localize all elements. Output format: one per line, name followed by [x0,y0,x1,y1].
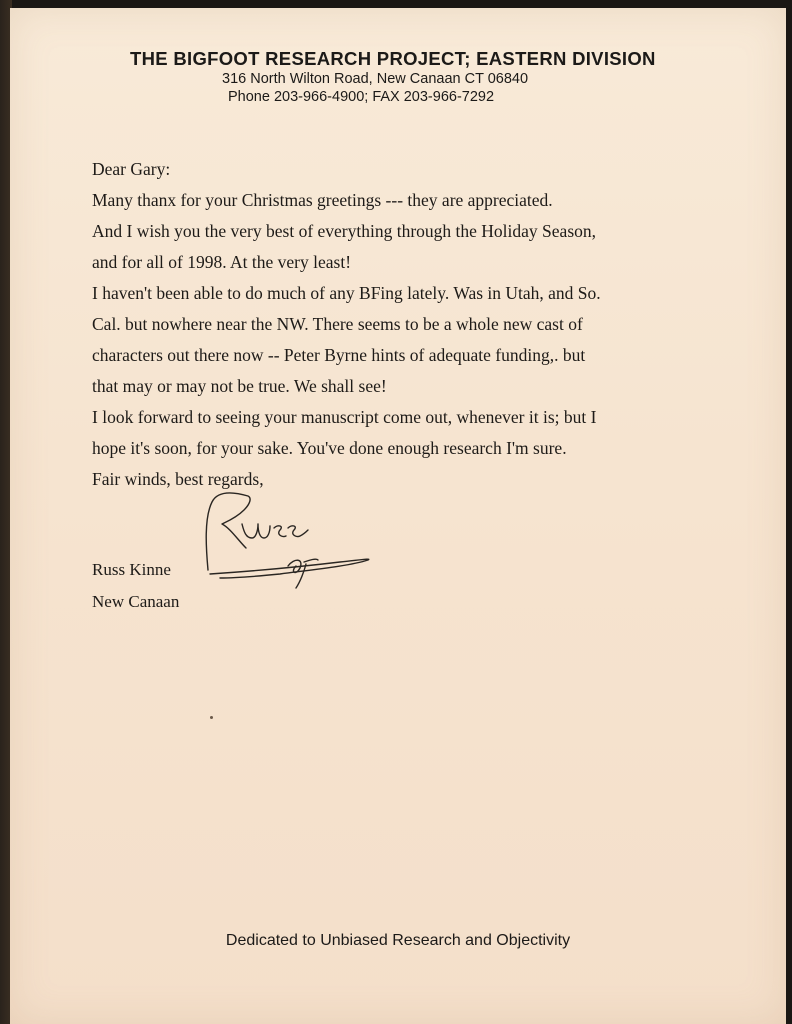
organization-address: 316 North Wilton Road, New Canaan CT 06840 [222,71,529,87]
letter-line: And I wish you the very best of everything through the Holiday Season, [92,221,597,241]
organization-name: THE BIGFOOT RESEARCH PROJECT; EASTERN DIVISION [130,48,656,69]
handwritten-signature [200,488,380,598]
paper-speck [210,716,213,719]
letter-page [10,8,786,1024]
letter-line: I haven't been able to do much of any BFing lately. Was in Utah, and So. [92,283,601,303]
letter-line: Cal. but nowhere near the NW. There seems to be a whole new cast of [92,314,583,334]
letter-line: characters out there now -- Peter Byrne hints of adequate funding,. but [92,345,586,365]
letter-line: and for all of 1998. At the very least! [92,252,352,272]
letter-line: that may or may not be true. We shall see! [92,376,387,396]
letter-line: hope it's soon, for your sake. You've done enough research I'm sure. [92,438,567,458]
letterhead [10,48,786,106]
closing: Fair winds, best regards, [92,469,264,489]
letter-line: I look forward to seeing your manuscript come out, whenever it is; but I [92,407,597,427]
salutation: Dear Gary: [92,159,171,179]
signature-block [92,554,179,618]
footer-motto: Dedicated to Unbiased Research and Objectivity [225,932,571,949]
organization-contact: Phone 203-966-4900; FAX 203-966-7292 [228,89,495,105]
letter-line: Many thanx for your Christmas greetings --- they are appreciated. [92,190,553,210]
signer-name: Russ Kinne [92,560,171,579]
signer-location: New Canaan [92,592,180,611]
letter-body [92,154,772,495]
